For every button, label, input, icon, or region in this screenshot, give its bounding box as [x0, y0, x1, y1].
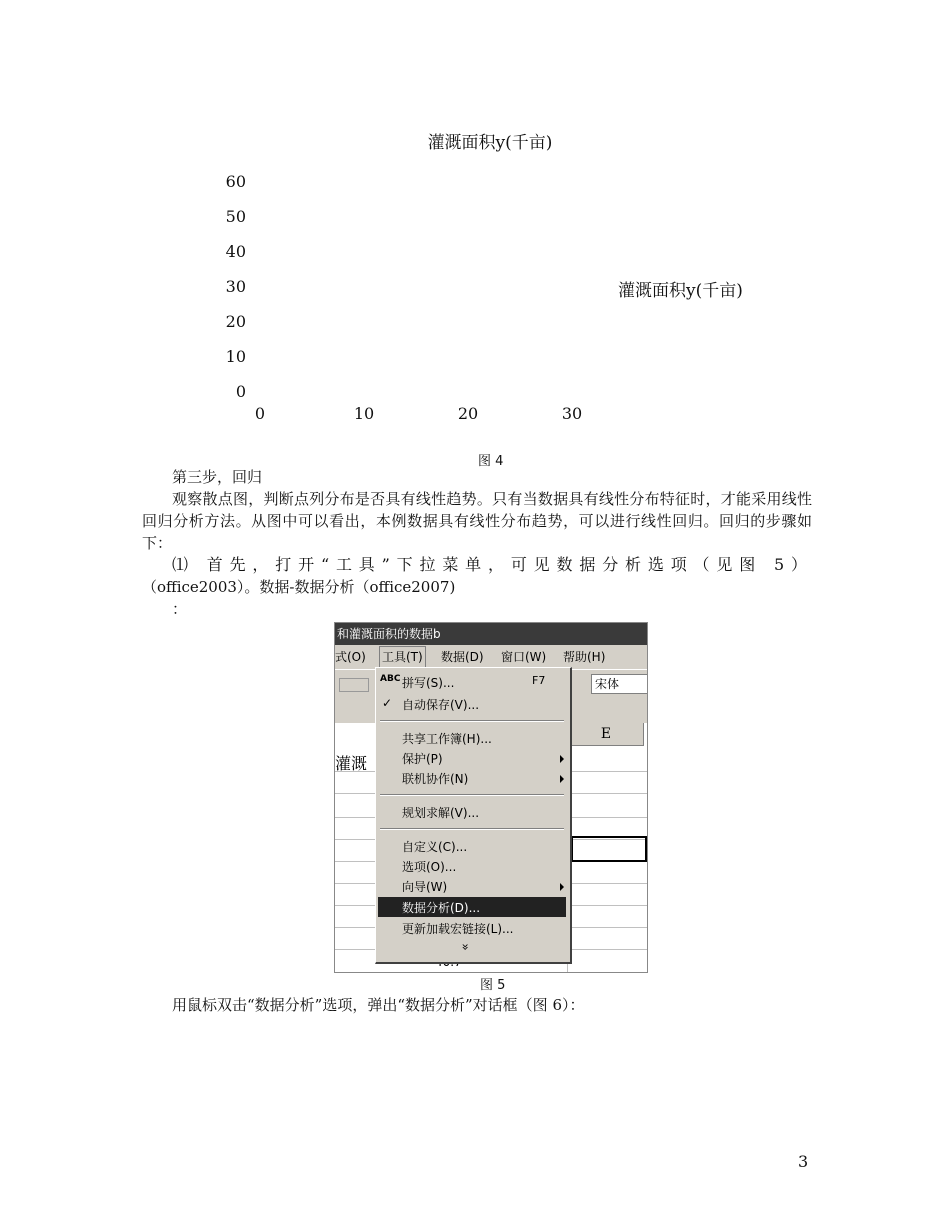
y-tick-label: 20: [225, 312, 246, 331]
paragraph-double-click-text: 用鼠标双击“数据分析”选项，弹出“数据分析”对话框（图 6）：: [172, 996, 585, 1014]
paragraph-double-click: [142, 994, 812, 1016]
body-text-block: [142, 466, 812, 620]
menu-item-share-workbook[interactable]: 共享工作簿(H)...: [402, 732, 492, 746]
undo-icon[interactable]: [339, 678, 369, 692]
x-tick-label: 10: [353, 404, 375, 423]
menu-item-online-collab[interactable]: 联机协作(N): [402, 772, 469, 786]
menu-format[interactable]: 式(O): [335, 650, 366, 664]
menu-bar: [335, 645, 647, 669]
menu-item-spelling[interactable]: 拼写(S)...: [402, 676, 455, 690]
step3-heading: 第三步，回归: [172, 468, 263, 486]
page-number: 3: [798, 1152, 809, 1171]
submenu-arrow-icon: [560, 883, 564, 891]
menu-data[interactable]: 数据(D): [441, 650, 484, 664]
chart-legend: 灌溉面积y(千亩): [618, 281, 743, 301]
y-tick-label: 30: [225, 277, 246, 296]
menu-item-solver[interactable]: 规划求解(V)...: [402, 806, 480, 820]
menu-tools[interactable]: 工具(T): [379, 646, 426, 668]
figure-5-caption: 图 5: [480, 978, 506, 993]
chart-title: 灌溉面积y(千亩): [427, 133, 553, 153]
menu-item-protection[interactable]: 保护(P): [402, 752, 443, 766]
menu-item-update-addin-links[interactable]: 更新加载宏链接(L)...: [402, 922, 514, 936]
menu-item-customize[interactable]: 自定义(C)...: [402, 840, 468, 854]
y-tick-label: 40: [225, 242, 246, 261]
spelling-icon: ABC: [380, 674, 401, 684]
paragraph-observation: 观察散点图，判断点列分布是否具有线性趋势。只有当数据具有线性分布特征时，才能采用线性回归分析方法。从图中可以看出，本例数据具有线性分布趋势，可以进行线性回归。回归的步骤如下：: [142, 490, 812, 552]
submenu-arrow-icon: [560, 775, 564, 783]
window-title: 和灌溉面积的数据b: [335, 623, 648, 645]
column-header-e[interactable]: E: [569, 723, 644, 746]
y-tick-label: 10: [225, 347, 246, 366]
menu-item-data-analysis[interactable]: 数据分析(D)...: [402, 901, 481, 915]
paragraph-step1-line3: ：: [172, 600, 188, 618]
paragraph-step1-line2: （office2003）。数据-数据分析（office2007): [142, 578, 456, 596]
menu-help[interactable]: 帮助(H): [563, 650, 606, 664]
menu-item-autosave[interactable]: 自动保存(V)...: [402, 698, 480, 712]
x-tick-label: 0: [254, 404, 266, 423]
menu-window[interactable]: 窗口(W): [501, 650, 547, 664]
x-tick-label: 20: [457, 404, 479, 423]
selected-cell[interactable]: [571, 836, 647, 862]
paragraph-step1-line1: ⑴ 首先，打开“工具”下拉菜单，可见数据分析选项（见图 5）: [172, 555, 812, 574]
tools-dropdown-menu: [375, 667, 572, 964]
expand-more-icon[interactable]: »: [458, 943, 473, 951]
checkmark-icon: ✓: [382, 696, 393, 710]
y-tick-label: 0: [235, 382, 246, 401]
x-tick-label: 30: [561, 404, 583, 423]
y-tick-label: 60: [225, 172, 246, 191]
font-name-box[interactable]: 宋体: [591, 674, 648, 694]
menu-item-wizard[interactable]: 向导(W): [402, 880, 448, 894]
menu-item-spelling-shortcut: F7: [532, 674, 546, 687]
submenu-arrow-icon: [560, 755, 564, 763]
cell-a-header[interactable]: 灌溉: [335, 754, 368, 773]
figure-4-caption: 图 4: [478, 454, 504, 469]
excel-tools-menu-screenshot: [334, 622, 648, 973]
y-tick-label: 50: [225, 207, 246, 226]
menu-item-options[interactable]: 选项(O)...: [402, 860, 457, 874]
